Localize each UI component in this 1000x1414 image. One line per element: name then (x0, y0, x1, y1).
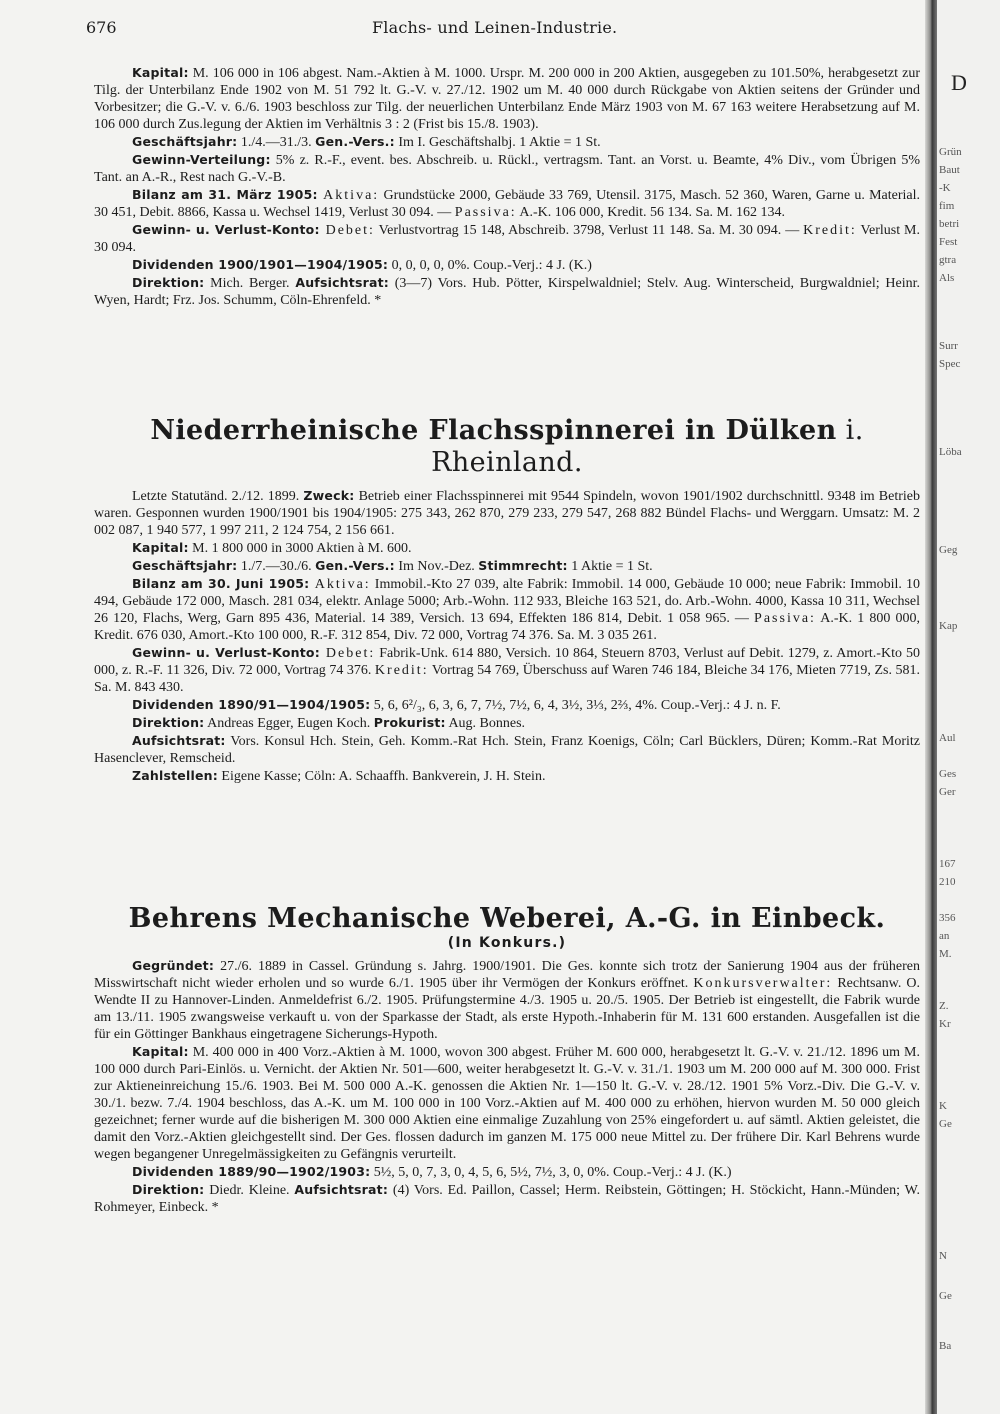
edge-fragment: -K (939, 182, 951, 194)
edge-fragment: K (939, 1100, 947, 1112)
dividends-paragraph: Dividenden 1889/90—1902/1903: 5½, 5, 0, 7, 3, 0, 4, 5, 6, 5½, 7½, 3, 0, 0%. Coup.-Verj.: 4 J. (K.) (132, 1164, 732, 1180)
board-paragraph: Direktion: Mich. Berger. Aufsichtsrat: (3—7) Vors. Hub. Pötter, Kirspelwaldniel; Stelv. Aug. Winterscheid, Burgwaldniel; Heinr. Wyen, Hardt; Frz. Jos. Schumm, Cöln-Ehrenfeld. * (94, 275, 920, 308)
dividends-paragraph: Dividenden 1890/91—1904/1905: 5, 6, 6²/₃, 6, 3, 6, 7, 7½, 7½, 6, 4, 3½, 3⅓, 2⅔, 4%. Coup.-Verj.: 4 J. n. F. (132, 697, 781, 713)
profit-loss-paragraph: Gewinn- u. Verlust-Konto: Debet: Verlustvortrag 15 148, Abschreib. 3798, Verlust 11 148. Sa. M. 30 094. — Kredit: Verlust M. 30 094. (94, 222, 920, 255)
edge-fragment: D (951, 70, 967, 95)
page-header (0, 18, 940, 42)
article-continued (94, 64, 920, 309)
edge-fragment: M. (939, 948, 952, 960)
edge-fragment: Z. (939, 1000, 949, 1012)
purpose-paragraph: Letzte Statutänd. 2./12. 1899. Zweck: Betrieb einer Flachsspinnerei mit 9544 Spindeln, wovon 1901/1902 durchschnittl. 9348 im Betrieb waren. Gesponnen wurden 1900/1901 bis 1904/1905: 275 343, 262 870, 279 233, 279 547, 268 882 Bündel Flachs- und Werggarn. Umsatz: M. 2 002 087, 1 940 577, 1 997 211, 2 124 754, 2 156 661. (94, 488, 920, 538)
edge-fragment: fim (939, 200, 955, 212)
fiscal-year-paragraph: Geschäftsjahr: 1./4.—31./3. Gen.-Vers.: Im I. Geschäftshalbj. 1 Aktie = 1 St. (132, 134, 601, 150)
adjacent-page-edge (937, 0, 1000, 1414)
edge-fragment: Fest (939, 236, 958, 248)
edge-fragment: 210 (939, 876, 956, 888)
book-gutter (925, 0, 937, 1414)
balance-paragraph: Bilanz am 31. März 1905: Aktiva: Grundstücke 2000, Gebäude 33 769, Utensil. 3175, Masch. 52 360, Waren, Garne u. Material. 30 451, Debit. 8866, Kassa u. Wechsel 1419, Verlust 30 094. — Passiva: A.-K. 106 000, Kredit. 56 134. Sa. M. 162 134. (94, 187, 921, 220)
edge-fragment: Als (939, 272, 955, 284)
edge-fragment: Ger (939, 786, 956, 798)
article-title: Niederrheinische Flachsspinnerei in Dülken i. Rheinland. (150, 415, 864, 478)
profit-loss-paragraph: Gewinn- u. Verlust-Konto: Debet: Fabrik-Unk. 614 880, Versich. 10 864, Steuern 8703, Verlust auf Debit. 1279, z. Amort.-Kto 50 000, z. R.-F. 11 326, Div. 72 000, Vortrag 74 376. Kredit: Vortrag 54 769, Überschuss auf Waren 746 184, Bleiche 34 176, Mieten 7719, Zs. 581. Sa. M. 843 430. (94, 645, 920, 695)
edge-fragment: Grün (939, 146, 962, 158)
supervisory-paragraph: Aufsichtsrat: Vors. Konsul Hch. Stein, Geh. Komm.-Rat Hch. Stein, Franz Koenigs, Cöln; Carl Bücklers, Düren; Komm.-Rat Moritz Hasenclever, Remscheid. (94, 733, 920, 766)
dividends-paragraph: Dividenden 1900/1901—1904/1905: 0, 0, 0, 0, 0%. Coup.-Verj.: 4 J. (K.) (132, 257, 592, 273)
edge-fragment: Spec (939, 358, 961, 370)
capital-paragraph: Kapital: M. 106 000 in 106 abgest. Nam.-Aktien à M. 1000. Urspr. M. 200 000 in 200 Aktien, ausgegeben zu 101.50%, herabgesetzt zur Tilg. der Unterbilanz Ende 1902 von M. 51 792 lt. G.-V. v. 27./12. 1902 um M. 40 000 durch Rückgabe von Aktien seitens der Gründer und Vorbesitzer; die G.-V. v. 6./6. 1903 beschloss zur Tilg. der neuerlichen Unterbilanz Ende März 1903 von M. 67 163 weitere Herabsetzung auf M. 106 000 durch Zus.legung der Aktien im Verhältnis 3 : 2 (Frist bis 15./8. 1903). (94, 65, 920, 132)
capital-paragraph: Kapital: M. 1 800 000 in 3000 Aktien à M. 600. (132, 540, 412, 556)
edge-fragment: gtra (939, 254, 957, 266)
board-paragraph: Direktion: Andreas Egger, Eugen Koch. Prokurist: Aug. Bonnes. (132, 715, 526, 731)
edge-fragment: Ge (939, 1118, 952, 1130)
edge-fragment: N (939, 1250, 947, 1262)
article-subtitle: (In Konkurs.) (447, 935, 567, 951)
edge-fragment: Aul (939, 732, 956, 744)
edge-fragment: Ges (939, 768, 957, 780)
edge-fragment: 356 (939, 912, 956, 924)
edge-fragment: Löba (939, 446, 962, 458)
board-paragraph: Direktion: Diedr. Kleine. Aufsichtsrat: (4) Vors. Ed. Paillon, Cassel; Herm. Reibstein, Göttingen; H. Stöckicht, Hann.-Münden; W. Rohmeyer, Einbeck. * (94, 1182, 921, 1215)
paying-agents-paragraph: Zahlstellen: Eigene Kasse; Cöln: A. Schaaffh. Bankverein, J. H. Stein. (132, 768, 546, 784)
running-title: Flachs- und Leinen-Industrie. (372, 18, 618, 37)
edge-fragment: Kr (939, 1018, 951, 1030)
edge-fragment: Ba (939, 1340, 952, 1352)
edge-fragment: Baut (939, 164, 960, 176)
edge-fragment: an (939, 930, 950, 942)
edge-fragment: Kap (939, 620, 958, 632)
fiscal-year-paragraph: Geschäftsjahr: 1./7.—30./6. Gen.-Vers.: Im Nov.-Dez. Stimmrecht: 1 Aktie = 1 St. (132, 558, 653, 574)
edge-fragment: Geg (939, 544, 958, 556)
article-title: Behrens Mechanische Weberei, A.-G. in Einbeck. (128, 903, 886, 934)
edge-fragment: Surr (939, 340, 958, 352)
balance-paragraph: Bilanz am 30. Juni 1905: Aktiva: Immobil.-Kto 27 039, alte Fabrik: Immobil. 14 000, Gebäude 10 000; neue Fabrik: Immobil. 10 494, Gebäude 172 000, Masch. 281 034, elektr. Anlage 5000; Arb.-Wohn. 112 933, Bleiche 163 521, do. Arb.-Wohn. 4000, Kassa 10 311, Wechsel 26 120, Flachs, Werg, Garn 895 436, Material. 14 389, Versich. 13 694, Effekten 186 814, Debit. 1 058 965. — Passiva: A.-K. 1 800 000, Kredit. 676 030, Amort.-Kto 100 000, R.-F. 312 854, Div. 72 000, Vortrag 74 376. Sa. M. 3 035 261. (94, 576, 920, 643)
capital-paragraph: Kapital: M. 400 000 in 400 Vorz.-Aktien à M. 1000, wovon 300 abgest. Früher M. 600 000, herabgesetzt lt. G.-V. v. 21./12. 1896 um M. 100 000 durch Pari-Einlös. u. Vernicht. der Aktien Nr. 501—600, weiter herabgesetzt lt. G.-V. v. 31./1. 1903 um M. 200 000 auf M. 300 000. Frist zur Aktieneinreichung 15./6. 1903. Bei M. 500 000 A.-K. genossen die Aktien Nr. 1—150 lt. G.-V. v. 28./12. 1901 5% Vorz.-Div. Die G.-V. v. 30./1. bezw. 7./4. 1904 beschloss, das A.-K. um M. 100 000 in 100 Vorz.-Aktien auf M. 400 000 zu erhöhen, hiervon wurden M. 50 000 gleich gezeichnet; ferner wurde auf die bisherigen M. 300 000 Aktien eine einmalige Zuzahlung von 25% eingefordert u. auf sämtl. Aktien geleistet, die damit den Vorz.-Aktien gleichgestellt sind. Der Ges. flossen dadurch im ganzen M. 175 000 neue Mittel zu. Der frühere Dir. Karl Behrens wurde wegen begangener Unregelmässigkeiten zu Gefängnis verurteilt. (94, 1044, 920, 1162)
profit-distribution-paragraph: Gewinn-Verteilung: 5% z. R.-F., event. bes. Abschreib. u. Rückl., vertragsm. Tant. an Vorst. u. Beamte, 4% Div., vom Übrigen 5% Tant. an A.-R., Rest nach G.-V.-B. (94, 152, 920, 185)
article-niederrheinische (94, 415, 920, 785)
founded-paragraph: Gegründet: 27./6. 1889 in Cassel. Gründung s. Jahrg. 1900/1901. Die Ges. konnte sich trotz der Sanierung 1904 aus der früheren Misswirtschaft nicht wieder erholen und so wurde 6./1. 1905 über ihr Vermögen der Konkurs eröffnet. Konkursverwalter: Rechtsanw. O. Wendte II zu Hannover-Linden. Anmeldefrist 6./2. 1905. Prüfungstermine 4./3. 1905 u. 20./5. 1905. Der Betrieb ist eingestellt, die Fabrik wurde am 13./11. 1905 zwangsweise verkauft u. von der Sparkasse der Stadt, als erste Hypoth.-Inhaberin für M. 131 600 erstanden. Ausgefallen ist die für ein Göttinger Bankhaus eingetragene Sicherungs-Hypoth. (94, 958, 920, 1042)
edge-fragment: Ge (939, 1290, 952, 1302)
edge-fragment: 167 (939, 858, 956, 870)
page-number: 676 (86, 18, 117, 37)
article-behrens (94, 903, 920, 1216)
edge-fragment: betri (939, 218, 960, 230)
